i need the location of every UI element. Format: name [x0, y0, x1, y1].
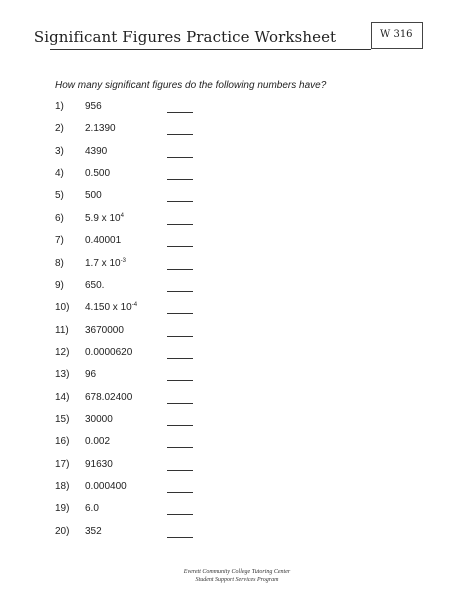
- question-number: 3): [55, 145, 64, 157]
- question-number: 2): [55, 123, 64, 135]
- question-row: [0, 369, 474, 383]
- question-value: [85, 347, 132, 358]
- question-row: [0, 481, 474, 495]
- question-value-base: 0.002: [85, 436, 111, 448]
- question-number: 11): [55, 324, 69, 336]
- question-row: [0, 302, 474, 316]
- question-value: [85, 280, 104, 291]
- answer-blank[interactable]: [167, 134, 193, 135]
- question-value: [85, 213, 124, 224]
- question-value-base: 3670000: [85, 324, 124, 336]
- question-value: [85, 302, 137, 313]
- question-value: [85, 414, 113, 425]
- worksheet-code: W 316: [380, 29, 413, 40]
- question-value-base: 30000: [85, 413, 113, 425]
- question-row: [0, 258, 474, 272]
- answer-blank[interactable]: [167, 157, 193, 158]
- question-value-base: 956: [85, 101, 102, 112]
- question-row: [0, 280, 474, 294]
- answer-blank[interactable]: [167, 112, 193, 113]
- question-value: [85, 436, 110, 447]
- question-value-base: 678.02400: [85, 391, 133, 403]
- question-value: [85, 235, 121, 246]
- answer-blank[interactable]: [167, 313, 193, 314]
- answer-blank[interactable]: [167, 358, 193, 359]
- question-value-base: 650.: [85, 279, 105, 291]
- answer-blank[interactable]: [167, 514, 193, 515]
- question-row: [0, 123, 474, 137]
- answer-blank[interactable]: [167, 537, 193, 538]
- question-value-exponent: -3: [120, 257, 126, 264]
- question-value: [85, 325, 124, 336]
- question-number: 5): [55, 190, 64, 202]
- question-row: [0, 526, 474, 540]
- question-number: 8): [55, 257, 64, 269]
- question-number: 17): [55, 458, 70, 470]
- question-value-base: 0.000400: [85, 481, 127, 492]
- question-number: 4): [55, 168, 64, 180]
- question-value: [85, 526, 102, 537]
- question-number: 18): [55, 481, 70, 492]
- question-value: [85, 392, 132, 403]
- question-number: 6): [55, 212, 64, 224]
- question-value-base: 0.40001: [85, 235, 122, 247]
- question-number: 13): [55, 369, 70, 381]
- answer-blank[interactable]: [167, 380, 193, 381]
- question-row: [0, 414, 474, 428]
- page-title: Significant Figures Practice Worksheet: [33, 28, 337, 46]
- header-divider: [50, 49, 371, 50]
- question-value: [85, 258, 126, 269]
- question-value-base: 91630: [85, 458, 113, 470]
- question-row: [0, 101, 474, 115]
- question-number: 1): [55, 101, 64, 112]
- question-value-base: 1.7 x 10: [85, 257, 121, 269]
- question-number: 14): [55, 391, 70, 403]
- question-row: [0, 235, 474, 249]
- question-value-exponent: -4: [131, 302, 138, 309]
- question-number: 9): [55, 279, 64, 291]
- question-value-base: 500: [85, 190, 102, 202]
- answer-blank[interactable]: [167, 291, 193, 292]
- question-value-base: 4390: [85, 145, 108, 157]
- question-value: [85, 190, 102, 201]
- question-row: [0, 436, 474, 450]
- question-value: [85, 459, 113, 470]
- question-value-base: 0.0000620: [85, 346, 133, 358]
- answer-blank[interactable]: [167, 179, 193, 180]
- question-row: [0, 146, 474, 160]
- question-row: [0, 325, 474, 339]
- question-row: [0, 503, 474, 517]
- instruction-text: How many significant figures do the following numbers have?: [55, 80, 327, 91]
- answer-blank[interactable]: [167, 201, 193, 202]
- question-value-base: 4.150 x 10: [85, 302, 132, 314]
- question-value: [85, 481, 127, 492]
- question-value-base: 96: [85, 369, 97, 381]
- question-value: [85, 146, 107, 157]
- question-number: 15): [55, 413, 70, 425]
- worksheet-code-box: [371, 22, 423, 49]
- question-value-base: 2.1390: [85, 123, 116, 135]
- answer-blank[interactable]: [167, 425, 193, 426]
- footer-line-1: Everett Community College Tutoring Center: [183, 569, 291, 575]
- footer-line-2: Student Support Services Program: [195, 577, 279, 583]
- question-number: 10): [55, 302, 70, 314]
- answer-blank[interactable]: [167, 447, 193, 448]
- question-row: [0, 459, 474, 473]
- answer-blank[interactable]: [167, 269, 193, 270]
- question-value: [85, 168, 110, 179]
- question-value: [85, 101, 102, 112]
- question-number: 7): [55, 235, 64, 247]
- question-value-base: 5.9 x 10: [85, 212, 121, 224]
- answer-blank[interactable]: [167, 470, 193, 471]
- question-value: [85, 503, 99, 514]
- footer: [0, 568, 474, 584]
- question-row: [0, 168, 474, 182]
- answer-blank[interactable]: [167, 492, 193, 493]
- question-number: 19): [55, 503, 70, 515]
- question-value-base: 0.500: [85, 168, 111, 180]
- answer-blank[interactable]: [167, 403, 193, 404]
- question-number: 20): [55, 525, 70, 537]
- question-value-exponent: 4: [120, 212, 124, 219]
- answer-blank[interactable]: [167, 246, 193, 247]
- question-value-base: 6.0: [85, 503, 99, 515]
- question-number: 16): [55, 436, 70, 448]
- question-value: [85, 123, 116, 134]
- question-row: [0, 392, 474, 406]
- question-row: [0, 190, 474, 204]
- answer-blank[interactable]: [167, 224, 193, 225]
- question-value-base: 352: [85, 525, 102, 537]
- question-row: [0, 347, 474, 361]
- question-number: 12): [55, 346, 70, 358]
- question-value: [85, 369, 96, 380]
- answer-blank[interactable]: [167, 336, 193, 337]
- question-row: [0, 213, 474, 227]
